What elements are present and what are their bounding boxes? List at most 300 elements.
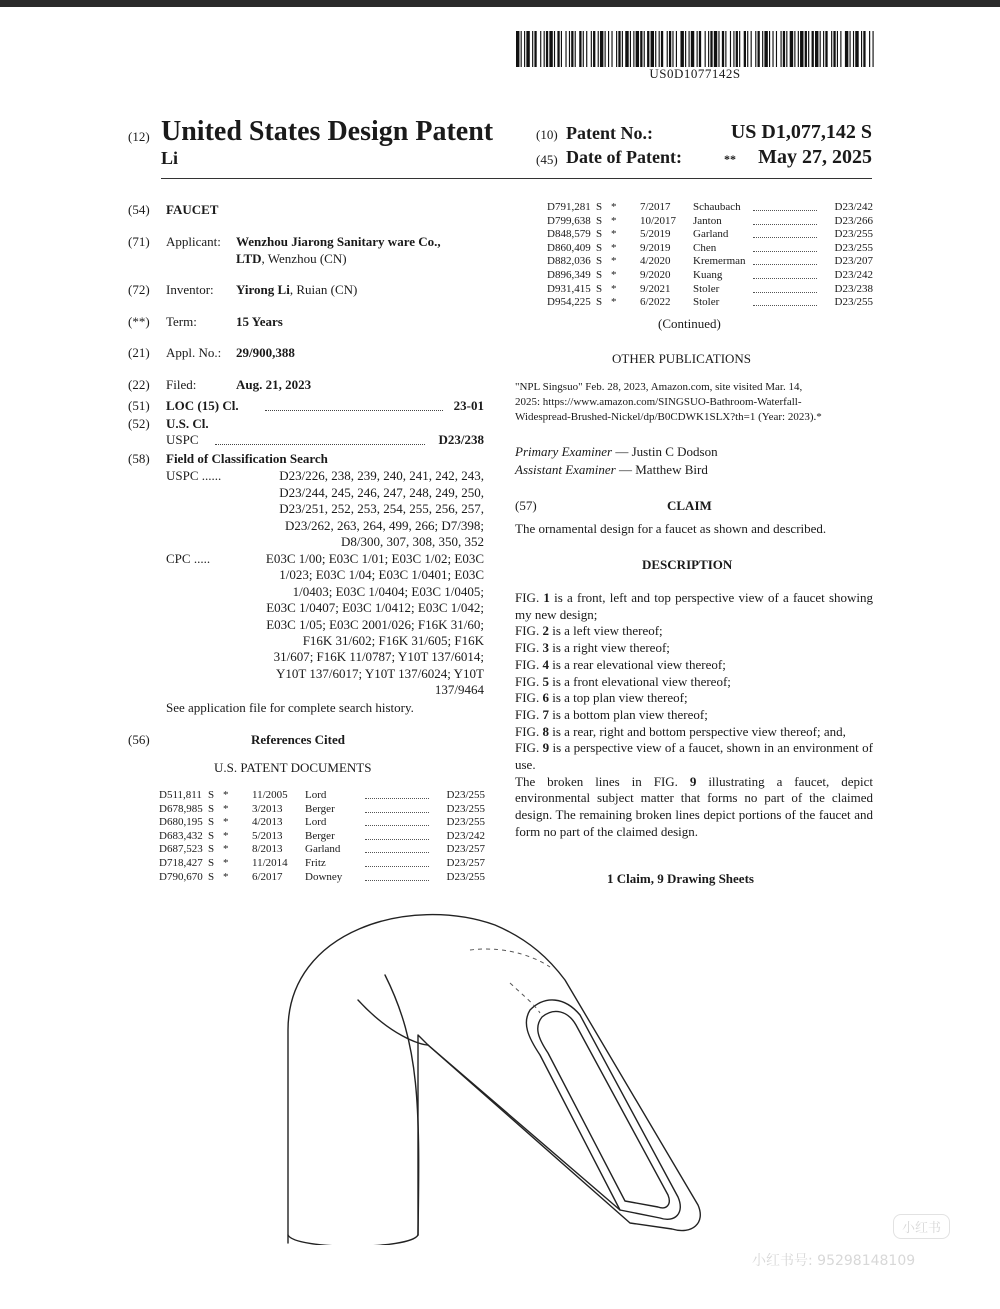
barcode-bar [718, 31, 719, 67]
uspc-value: D23/238 [438, 432, 484, 447]
term-label: Term: [166, 314, 197, 329]
barcode-bar [705, 31, 706, 67]
uspc-class-line: D23/251, 252, 253, 254, 255, 256, 257, [279, 501, 484, 516]
barcode-bar [861, 31, 862, 67]
barcode-bar [747, 31, 748, 67]
barcode-bar [823, 31, 824, 67]
barcode-bar [794, 31, 795, 67]
appl-code: (21) [128, 345, 150, 360]
reference-star: * [611, 241, 617, 254]
barcode-bar [591, 31, 592, 67]
faucet-body-curve [385, 975, 419, 1235]
barcode-bar [526, 31, 529, 67]
barcode-bar [776, 31, 777, 67]
watermark-logo: 小红书 [893, 1214, 950, 1239]
reference-name: Lord [305, 789, 327, 801]
reference-class: D23/257 [446, 843, 485, 856]
references-code: (56) [128, 732, 150, 747]
barcode-bar [869, 31, 870, 67]
barcode-bar [699, 31, 701, 67]
barcode-bar [544, 31, 545, 67]
barcode-bar [798, 31, 799, 67]
reference-number: D799,638 [547, 214, 591, 227]
date-label: Date of Patent: [566, 147, 682, 167]
barcode-bar [600, 31, 603, 67]
reference-date: 11/2005 [252, 789, 288, 801]
barcode-bar [708, 31, 709, 67]
barcode-bar [651, 31, 654, 67]
barcode-bar [521, 31, 522, 67]
reference-leader [365, 852, 429, 853]
reference-class: D23/255 [834, 228, 873, 241]
reference-kind: S [208, 829, 215, 842]
barcode-bar [710, 31, 712, 67]
reference-number: D791,281 [547, 201, 591, 213]
figure-description: FIG. 2 is a left view thereof; [515, 623, 663, 639]
header-rule [161, 178, 872, 179]
reference-star: * [223, 802, 229, 815]
reference-name: Chen [693, 241, 717, 254]
barcode-bar [540, 31, 541, 67]
barcode-bar [744, 31, 746, 67]
barcode-bar [625, 31, 628, 67]
barcode-bar [736, 31, 738, 67]
barcode-bar [534, 31, 536, 67]
reference-star: * [611, 255, 617, 268]
reference-class: D23/255 [446, 870, 485, 883]
reference-leader [753, 237, 817, 238]
barcode-bar [667, 31, 668, 67]
reference-class: D23/238 [834, 282, 873, 295]
reference-kind: S [596, 296, 603, 309]
barcode-bar [691, 31, 694, 67]
reference-leader [365, 866, 429, 867]
reference-row [159, 816, 485, 830]
barcode-bar [790, 31, 793, 67]
inventor-code: (72) [128, 282, 150, 297]
uscl-label: U.S. Cl. [166, 416, 209, 431]
patent-no-label: Patent No.: [566, 123, 653, 143]
barcode-bar [808, 31, 809, 67]
reference-number: D882,036 [547, 255, 591, 268]
description-heading: DESCRIPTION [642, 557, 733, 572]
barcode-bar [598, 31, 599, 67]
reference-date: 4/2013 [252, 816, 283, 829]
reference-row [547, 242, 873, 256]
reference-row [159, 843, 485, 857]
barcode-bar [873, 31, 874, 67]
reference-date: 5/2019 [640, 228, 671, 241]
filed-value: Aug. 21, 2023 [236, 377, 312, 392]
applicant-line2: LTD, Wenzhou (CN) [236, 251, 347, 266]
barcode-bar [554, 31, 555, 67]
barcode-bar [825, 31, 827, 67]
reference-number: D896,349 [547, 268, 591, 281]
reference-star: * [223, 856, 229, 869]
reference-class: D23/207 [834, 255, 873, 268]
barcode-bar [561, 31, 562, 67]
reference-leader [753, 210, 817, 211]
uspc-class-line: D23/262, 263, 264, 499, 266; D7/398; [285, 517, 484, 533]
reference-date: 3/2013 [252, 802, 283, 815]
barcode-bar [850, 31, 851, 67]
barcode-bar [758, 31, 760, 67]
reference-class: D23/242 [446, 829, 485, 842]
barcode-bar [532, 31, 533, 67]
field-code: (58) [128, 451, 150, 466]
barcode-bar [611, 31, 612, 67]
design-title: FAUCET [166, 202, 219, 217]
header-inventor-name: Li [161, 148, 179, 168]
barcode-bar [781, 31, 782, 67]
filed-code: (22) [128, 377, 150, 392]
loc-code: (51) [128, 398, 150, 413]
reference-name: Berger [305, 802, 335, 815]
field-label: Field of Classification Search [166, 451, 328, 466]
reference-star: * [223, 843, 229, 856]
reference-name: Fritz [305, 856, 326, 869]
reference-star: * [223, 816, 229, 829]
figure-description: FIG. 6 is a top plan view thereof; [515, 690, 688, 706]
barcode-bar [680, 31, 683, 67]
figure-description: FIG. 8 is a rear, right and bottom perspective view thereof; and, [515, 723, 846, 739]
publication-line: 2025: https://www.amazon.com/SINGSUO-Bathroom-Waterfall- [515, 396, 802, 408]
reference-leader [753, 292, 817, 293]
reference-name: Stoler [693, 282, 720, 295]
barcode-bar [640, 31, 642, 67]
reference-leader [365, 825, 429, 826]
barcode-bar [840, 31, 841, 67]
field-cpc-label: CPC ..... [166, 551, 211, 566]
barcode-bar [805, 31, 807, 67]
barcode-bar [546, 31, 548, 67]
barcode-bar [618, 31, 620, 67]
term-code: (**) [128, 314, 150, 329]
spout-side-edge [428, 1045, 620, 1210]
claim-text: The ornamental design for a faucet as shown and described. [515, 521, 827, 536]
appl-value: 29/900,388 [236, 345, 295, 360]
date-marker: ** [724, 152, 736, 166]
reference-row [547, 269, 873, 283]
barcode-bar [647, 31, 649, 67]
reference-number: D931,415 [547, 282, 591, 295]
barcode-number: US0D1077142S [649, 66, 741, 81]
barcode-bar [593, 31, 595, 67]
term-value: 15 Years [236, 314, 283, 329]
reference-kind: S [596, 282, 603, 295]
top-border [0, 0, 1000, 7]
reference-number: D718,427 [159, 856, 203, 869]
reference-name: Kuang [693, 268, 723, 281]
reference-row [547, 228, 873, 242]
patent-no-value: US D1,077,142 S [730, 121, 872, 143]
barcode-bar [549, 31, 552, 67]
reference-row [159, 871, 485, 885]
reference-name: Lord [305, 816, 327, 829]
broken-lines-statement: The broken lines in FIG. 9 illustrating a faucet, depict environmental subject matter that forms no part of the claimed design. The remaining broken lines depict portions of the faucet and form no part of the claimed design. [515, 773, 873, 839]
applicant-code: (71) [128, 234, 150, 249]
reference-class: D23/255 [446, 802, 485, 815]
reference-leader [753, 251, 817, 252]
uspc-leader [215, 444, 425, 445]
references-heading: References Cited [251, 732, 345, 747]
cpc-class-line: 31/607; F16K 11/0787; Y10T 137/6014; [273, 649, 484, 665]
reference-row [159, 857, 485, 871]
barcode-bar [622, 31, 623, 67]
cpc-class-line: 1/023; E03C 1/04; E03C 1/0401; E03C [279, 567, 484, 583]
applicant-name: Wenzhou Jiarong Sanitary ware Co., [236, 234, 441, 249]
reference-number: D678,985 [159, 802, 203, 815]
field-uspc-label: USPC ...... [166, 468, 222, 483]
barcode-bar [733, 31, 734, 67]
figure-description: FIG. 3 is a right view thereof; [515, 640, 670, 656]
reference-row [159, 830, 485, 844]
reference-name: Schaubach [693, 201, 741, 213]
reference-number: D954,225 [547, 296, 591, 309]
reference-name: Janton [693, 214, 722, 227]
barcode-bar [655, 31, 656, 67]
reference-number: D848,579 [547, 228, 591, 241]
barcode-bar [672, 31, 673, 67]
reference-row [159, 803, 485, 817]
reference-kind: S [208, 856, 215, 869]
reference-kind: S [208, 870, 215, 883]
drawing-summary: 1 Claim, 9 Drawing Sheets [607, 871, 754, 886]
reference-class: D23/255 [446, 789, 485, 801]
field-cpc-list [220, 551, 484, 699]
filed-label: Filed: [166, 377, 197, 392]
reference-star: * [223, 789, 229, 801]
barcode-bar [762, 31, 763, 67]
reference-star: * [611, 268, 617, 281]
reference-leader [753, 305, 817, 306]
reference-date: 11/2014 [252, 856, 288, 869]
cpc-class-line: 137/9464 [434, 682, 484, 698]
inventor-value: Yirong Li, Ruian (CN) [236, 282, 358, 297]
reference-name: Garland [305, 843, 341, 856]
us-patent-documents-heading: U.S. PATENT DOCUMENTS [214, 760, 372, 775]
barcode-bar [579, 31, 581, 67]
cpc-class-line: E03C 1/00; E03C 1/01; E03C 1/02; E03C [265, 551, 484, 566]
faucet-front-edge [288, 1235, 418, 1245]
barcode-bar [853, 31, 854, 67]
reference-leader [753, 278, 817, 279]
barcode-bar [608, 31, 609, 67]
reference-class: D23/257 [446, 856, 485, 869]
barcode-bar [685, 31, 686, 67]
reference-kind: S [596, 201, 603, 213]
figure-description: FIG. 4 is a rear elevational view thereof; [515, 656, 726, 672]
barcode-bar [636, 31, 639, 67]
reference-number: D511,811 [159, 789, 202, 801]
publication-line: Widespread-Brushed-Nickel/dp/B0CDWK1SLX?th=1 (Year: 2023).* [515, 411, 822, 423]
barcode-bar [722, 31, 724, 67]
date-value: May 27, 2025 [758, 146, 872, 168]
reference-date: 5/2013 [252, 829, 283, 842]
uspc-class-line: D23/244, 245, 246, 247, 248, 249, 250, [279, 484, 484, 500]
barcode-bar [605, 31, 606, 67]
barcode-bar [863, 31, 865, 67]
reference-leader [365, 812, 429, 813]
reference-date: 7/2017 [640, 201, 671, 213]
barcode-bar [772, 31, 773, 67]
kind-code: (12) [128, 129, 150, 144]
cpc-class-line: E03C 1/05; E03C 2001/026; F16K 31/60; [266, 616, 484, 632]
barcode-bar [557, 31, 559, 67]
reference-row [547, 255, 873, 269]
reference-kind: S [208, 816, 215, 829]
barcode-bar [812, 31, 814, 67]
assistant-examiner: Assistant Examiner — Matthew Bird [515, 462, 708, 477]
reference-leader [365, 798, 429, 799]
reference-leader [753, 264, 817, 265]
reference-name: Berger [305, 829, 335, 842]
reference-kind: S [208, 843, 215, 856]
barcode-bar [837, 31, 838, 67]
reference-date: 4/2020 [640, 255, 671, 268]
reference-name: Stoler [693, 296, 720, 309]
reference-star: * [223, 829, 229, 842]
watermark-id: 小红书号: 9529814​8109 [752, 1253, 916, 1269]
barcode-bar [630, 31, 631, 67]
barcode-bar [661, 31, 663, 67]
barcode-bar [751, 31, 752, 67]
reference-row [547, 201, 873, 215]
references-left-table [159, 789, 485, 884]
reference-number: D860,409 [547, 241, 591, 254]
spout-outlet-outer [526, 1000, 680, 1219]
other-publications-text [515, 380, 873, 425]
reference-row [159, 789, 485, 803]
barcode-image [516, 31, 874, 67]
reference-date: 6/2017 [252, 870, 283, 883]
barcode-bar [569, 31, 570, 67]
faucet-drawing [280, 905, 730, 1245]
uspc-class-line: D23/226, 238, 239, 240, 241, 242, 243, [279, 468, 484, 483]
reference-row [547, 296, 873, 310]
claim-code: (57) [515, 498, 537, 513]
barcode-bar [669, 31, 671, 67]
applicant-label: Applicant: [166, 234, 221, 249]
barcode-bar [739, 31, 740, 67]
cpc-class-line: 1/0403; E03C 1/0404; E03C 1/0405; [292, 583, 484, 599]
reference-kind: S [596, 268, 603, 281]
barcode-bar [755, 31, 756, 67]
figure-description: FIG. 9 is a perspective view of a faucet, shown in an environment of use. [515, 740, 873, 773]
cpc-class-line: Y10T 137/6017; Y10T 137/6024; Y10T [276, 665, 484, 681]
uspc-label: USPC [166, 432, 199, 447]
reference-number: D790,670 [159, 870, 203, 883]
barcode-bar [783, 31, 785, 67]
primary-examiner: Primary Examiner — Justin C Dodson [515, 444, 718, 459]
reference-date: 8/2013 [252, 843, 283, 856]
barcode-bar [616, 31, 617, 67]
barcode-bar [583, 31, 584, 67]
appl-label: Appl. No.: [166, 345, 222, 360]
see-history: See application file for complete search history. [166, 700, 414, 715]
barcode-bar [516, 31, 519, 67]
claim-heading: CLAIM [667, 498, 712, 513]
barcode-bar [689, 31, 690, 67]
reference-star: * [611, 228, 617, 241]
barcode-bar [697, 31, 698, 67]
barcode-bar [831, 31, 832, 67]
references-continued: (Continued) [658, 316, 721, 331]
barcode-bar [833, 31, 835, 67]
barcode-bar [571, 31, 573, 67]
date-code: (45) [536, 152, 558, 167]
reference-leader [365, 880, 429, 881]
reference-class: D23/242 [834, 201, 873, 213]
barcode-bar [565, 31, 566, 67]
document-title: United States Design Patent [161, 116, 494, 147]
reference-class: D23/255 [446, 816, 485, 829]
faucet-outer-outline [288, 915, 700, 1243]
reference-date: 6/2022 [640, 296, 671, 309]
uscl-code: (52) [128, 416, 150, 431]
reference-kind: S [596, 214, 603, 227]
reference-name: Kremerman [693, 255, 746, 268]
other-publications-heading: OTHER PUBLICATIONS [612, 351, 752, 366]
barcode-bar [815, 31, 818, 67]
loc-value: 23-01 [453, 398, 484, 413]
barcode-bar [575, 31, 576, 67]
broken-line-spout [510, 983, 540, 1013]
loc-leader [265, 410, 443, 411]
barcode-bar [644, 31, 645, 67]
figure-description: FIG. 1 is a front, left and top perspective view of a faucet showing my new design; [515, 590, 873, 622]
barcode-bar [714, 31, 717, 67]
reference-date: 10/2017 [640, 214, 677, 227]
reference-class: D23/242 [834, 268, 873, 281]
reference-date: 9/2020 [640, 268, 671, 281]
reference-class: D23/255 [834, 241, 873, 254]
reference-kind: S [208, 789, 215, 801]
reference-date: 9/2019 [640, 241, 671, 254]
reference-star: * [611, 282, 617, 295]
reference-class: D23/255 [834, 296, 873, 309]
reference-leader [365, 839, 429, 840]
barcode-bar [586, 31, 587, 67]
reference-star: * [611, 296, 617, 309]
reference-star: * [611, 214, 617, 227]
reference-leader [753, 224, 817, 225]
barcode-bar [633, 31, 634, 67]
figure-description: FIG. 5 is a front elevational view thereof; [515, 673, 731, 689]
reference-kind: S [596, 255, 603, 268]
reference-date: 9/2021 [640, 282, 671, 295]
barcode-bar [725, 31, 726, 67]
reference-row [547, 215, 873, 229]
reference-row [547, 283, 873, 297]
figure-description: FIG. 7 is a bottom plan view thereof; [515, 706, 708, 722]
barcode-bar [730, 31, 731, 67]
reference-star: * [611, 201, 617, 213]
reference-kind: S [596, 241, 603, 254]
barcode-bar [820, 31, 821, 67]
barcode-bar [769, 31, 770, 67]
patent-no-code: (10) [536, 127, 558, 142]
reference-number: D687,523 [159, 843, 203, 856]
reference-number: D680,195 [159, 816, 203, 829]
barcode-bar [676, 31, 677, 67]
reference-class: D23/266 [834, 214, 873, 227]
barcode-bar [786, 31, 787, 67]
reference-star: * [223, 870, 229, 883]
barcode-bar [800, 31, 803, 67]
uspc-class-line: D8/300, 307, 308, 350, 352 [341, 534, 484, 549]
description-text [515, 590, 873, 841]
